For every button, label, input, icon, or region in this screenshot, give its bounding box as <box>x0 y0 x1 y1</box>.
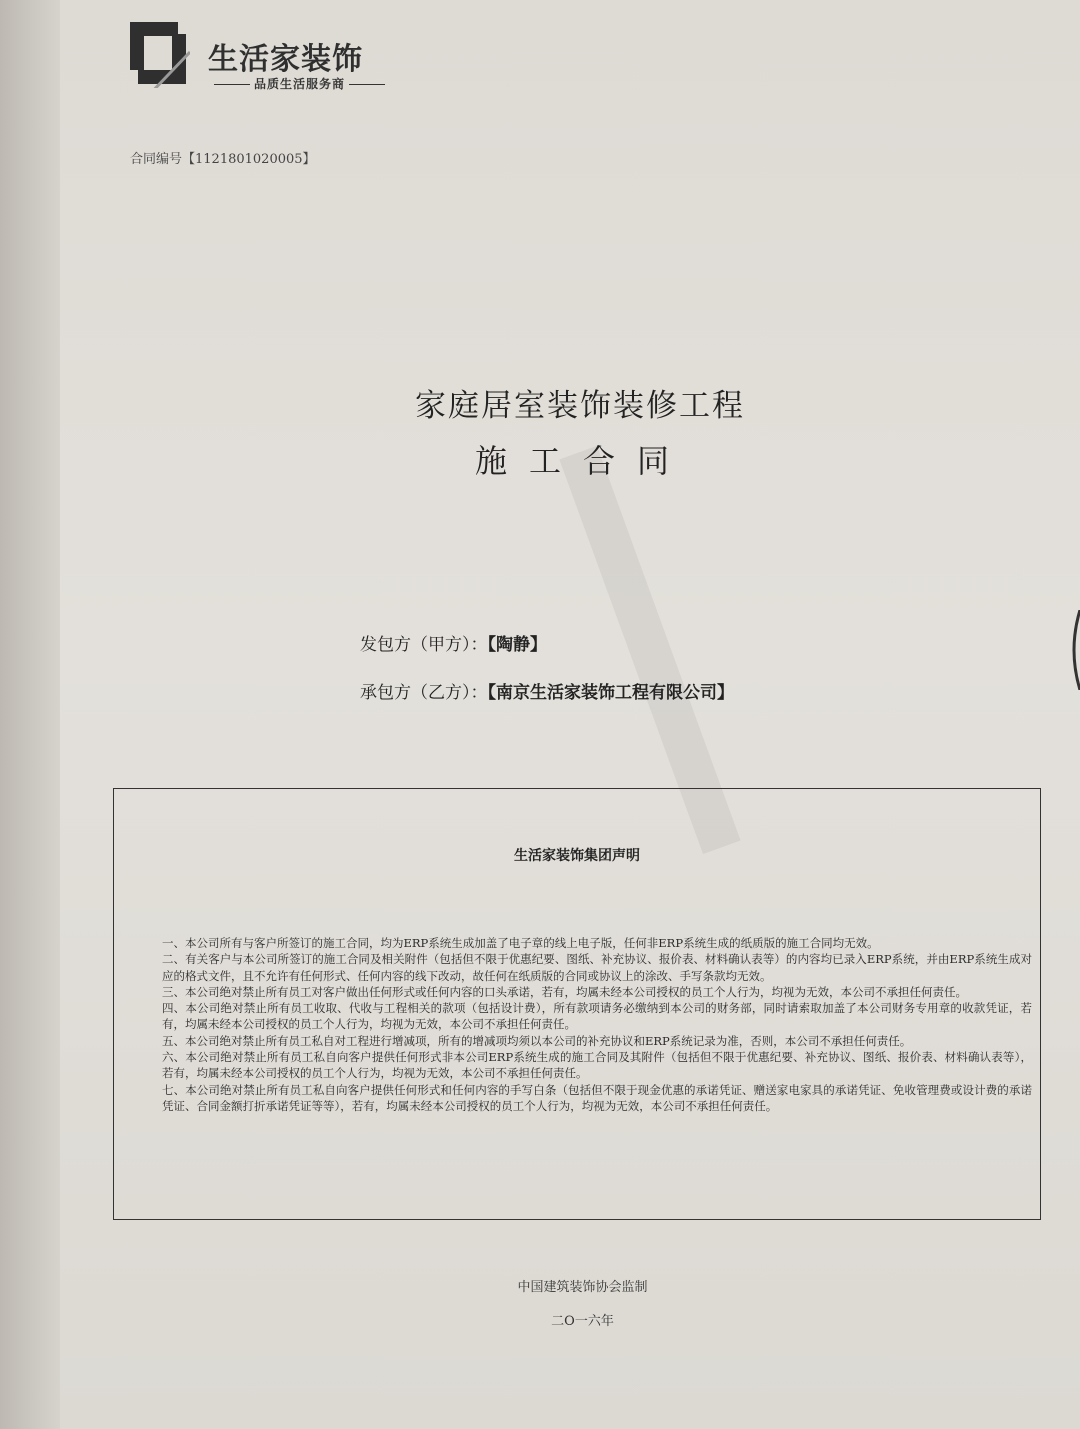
company-logo <box>126 16 406 98</box>
logo-company-name: 生活家装饰 <box>208 42 363 77</box>
contract-number-value: 【1121801020005】 <box>182 152 316 167</box>
declaration-item: 四、本公司绝对禁止所有员工收取、代收与工程相关的款项（包括设计费），所有款项请务必缴纳到本公司的财务部，同时请索取加盖了本公司财务专用章的收款凭证，若有，均属未经本公司授权的员工个人行为，均视为无效，本公司不承担任何责任。 <box>162 1001 1032 1032</box>
tagline-dash-right <box>349 84 385 85</box>
tagline-dash-left <box>214 84 250 85</box>
contract-number-label: 合同编号 <box>130 152 183 167</box>
party-a <box>360 630 547 655</box>
declaration-list <box>162 935 1032 1114</box>
document-title-line1: 家庭居室装饰装修工程 <box>415 388 745 424</box>
party-a-label: 发包方（甲方）： <box>360 635 488 655</box>
declaration-box <box>113 788 1041 1220</box>
supervision-note: 中国建筑装饰协会监制 <box>517 1280 648 1295</box>
logo-tagline-text: 品质生活服务商 <box>254 77 346 91</box>
declaration-item: 六、本公司绝对禁止所有员工私自向客户提供任何形式非本公司ERP系统生成的施工合同及其附件（包括但不限于优惠纪要、补充协议、图纸、报价表、材料确认表等），若有，均属未经本公司授权的员工个人行为，均视为无效，本公司不承担任何责任。 <box>162 1050 1032 1081</box>
document-year: 二O一六年 <box>551 1314 614 1329</box>
declaration-item: 七、本公司绝对禁止所有员工私自向客户提供任何形式和任何内容的手写白条（包括但不限于现金优惠的承诺凭证、赠送家电家具的承诺凭证、免收管理费或设计费的承诺凭证、合同金额打折承诺凭证等等），若有，均属未经本公司授权的员工个人行为，均视为无效，本公司不承担任何责任。 <box>162 1082 1032 1113</box>
logo-tagline <box>210 75 389 92</box>
party-b <box>360 678 734 703</box>
contract-number <box>130 148 316 167</box>
page-edge-shadow <box>0 0 60 1429</box>
party-b-label: 承包方（乙方）： <box>360 683 488 703</box>
party-b-value: 【南京生活家装饰工程有限公司】 <box>487 683 734 703</box>
square-bracket-logo-icon <box>126 18 190 88</box>
party-a-value: 【陶静】 <box>487 635 547 655</box>
document-title-line2: 施工合同 <box>474 442 691 480</box>
declaration-title: 生活家装饰集团声明 <box>514 848 640 864</box>
declaration-item: 五、本公司绝对禁止所有员工私自对工程进行增减项，所有的增减项均须以本公司的补充协议和ERP系统记录为准，否则，本公司不承担任何责任。 <box>162 1033 912 1048</box>
declaration-item: 一、本公司所有与客户所签订的施工合同，均为ERP系统生成加盖了电子章的线上电子版，任何非ERP系统生成的纸质版的施工合同均无效。 <box>162 936 879 950</box>
declaration-item: 二、有关客户与本公司所签订的施工合同及相关附件（包括但不限于优惠纪要、图纸、补充协议、报价表、材料确认表等）的内容均已录入ERP系统，并由ERP系统生成对应的格式文件，且不允许有任何形式、任何内容的线下改动，故任何在纸质版的合同或协议上的涂改、手写条款均无效。 <box>162 952 1032 983</box>
declaration-item: 三、本公司绝对禁止所有员工对客户做出任何形式或任何内容的口头承诺，若有，均属未经本公司授权的员工个人行为，均视为无效，本公司不承担任何责任。 <box>162 984 967 999</box>
page-edge-curl <box>1068 610 1080 690</box>
